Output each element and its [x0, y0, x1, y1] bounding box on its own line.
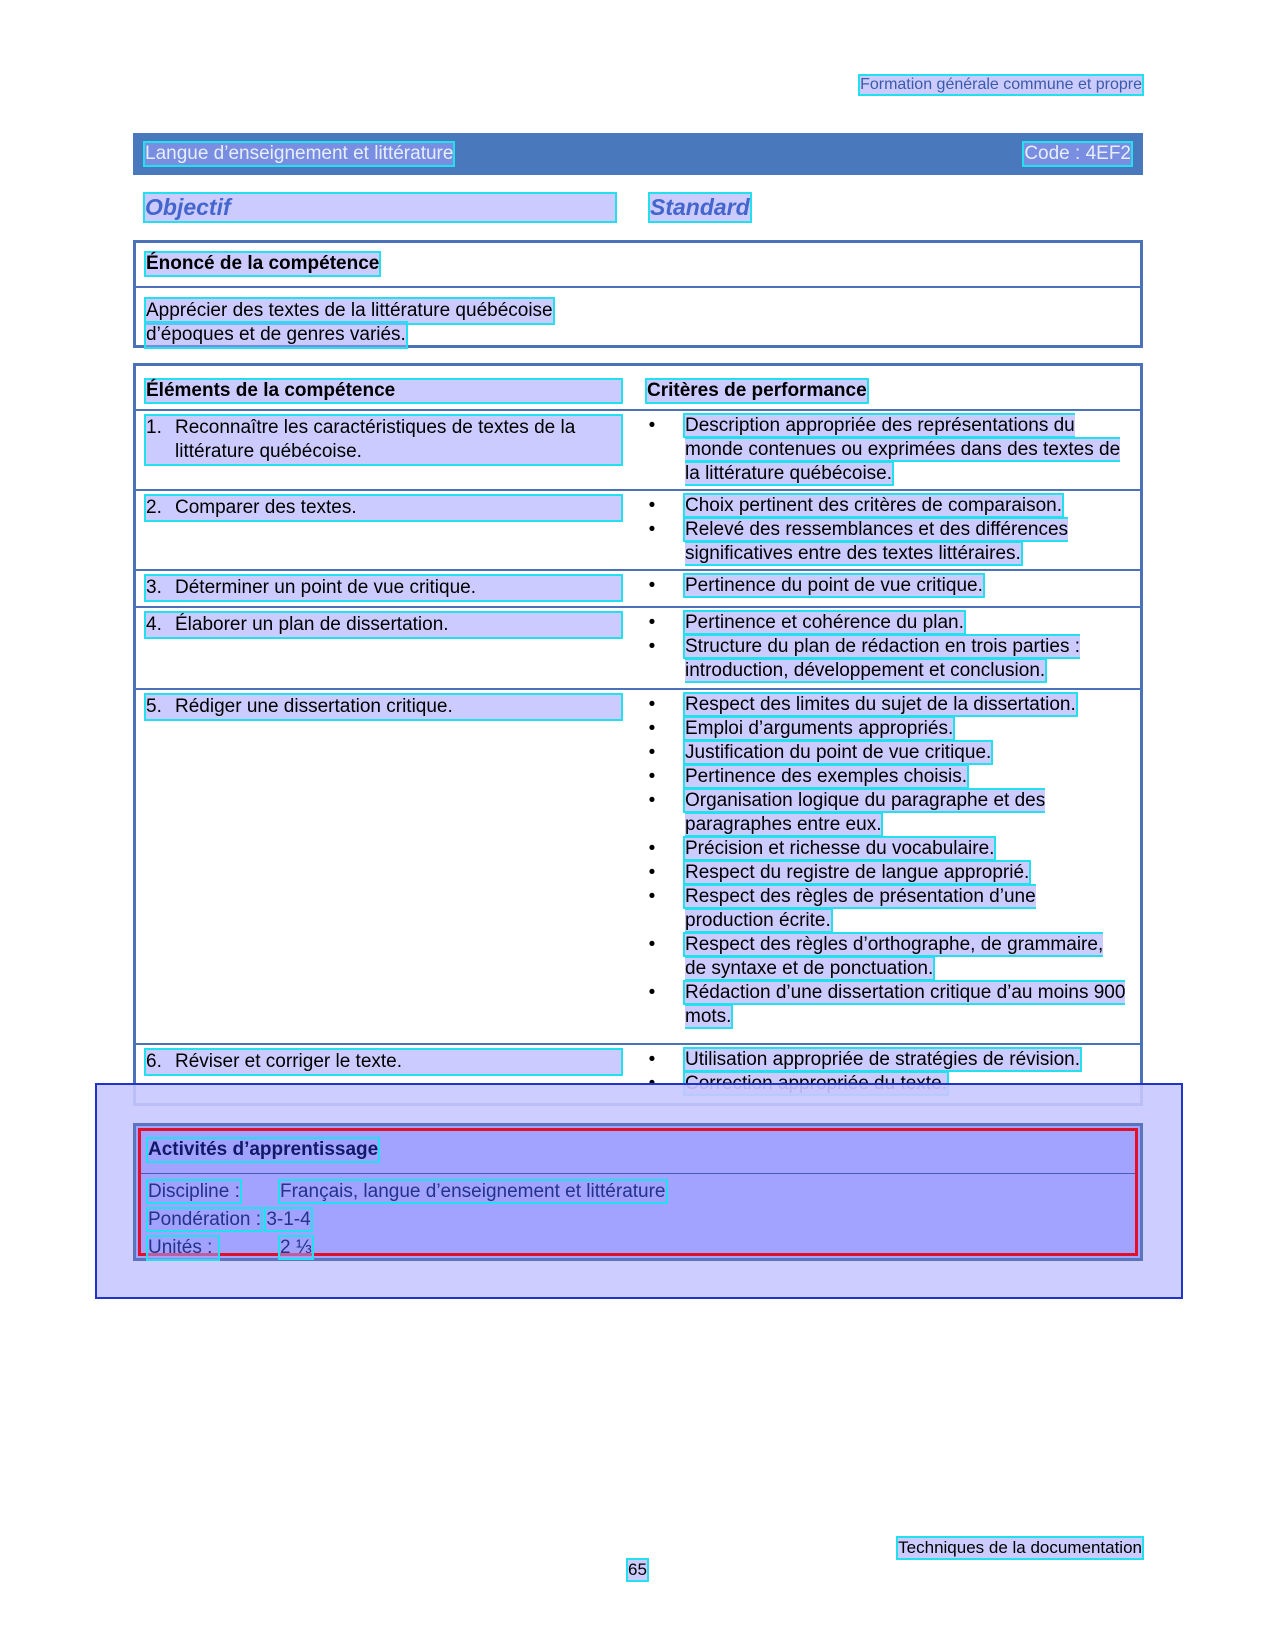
- critere-item: Pertinence et cohérence du plan.: [685, 612, 964, 633]
- element-number: 3.: [146, 577, 162, 598]
- bullet-icon: •: [648, 766, 656, 787]
- course-title: Langue d’enseignement et littérature: [145, 143, 454, 164]
- element-number: 1.: [146, 417, 162, 438]
- element-row-1: [146, 416, 621, 464]
- critere-item: Emploi d’arguments appropriés.: [685, 718, 954, 739]
- bullet-icon: •: [648, 694, 656, 715]
- element-row-4: [146, 613, 621, 637]
- header-note: Formation générale commune et propre: [860, 76, 1142, 93]
- bullet-icon: •: [648, 636, 656, 657]
- bullet-icon: •: [648, 790, 656, 811]
- enonce-line: d’époques et de genres variés.: [146, 324, 406, 345]
- footer-note: Techniques de la documentation: [898, 1538, 1142, 1557]
- bullet-icon: •: [648, 718, 656, 739]
- enonce-line: Apprécier des textes de la littérature québécoise: [146, 300, 553, 321]
- critere-item: Choix pertinent des critères de comparaison.: [685, 495, 1063, 516]
- bullet-icon: •: [648, 862, 656, 883]
- column-header-criteres: Critères de performance: [647, 380, 867, 401]
- course-code: Code : 4EF2: [1024, 143, 1131, 164]
- critere-item: Description appropriée des représentations du monde contenues ou exprimées dans des textes de la littérature québécoise.: [685, 415, 1121, 484]
- critere-item: Précision et richesse du vocabulaire.: [685, 838, 995, 859]
- critere-item: Respect du registre de langue approprié.: [685, 862, 1030, 883]
- activites-highlight-frame: [138, 1128, 1138, 1256]
- course-title-bar: [133, 133, 1143, 175]
- element-row-2: [146, 496, 621, 520]
- bullet-icon: •: [648, 1049, 656, 1070]
- bullet-icon: •: [648, 886, 656, 907]
- unites-row: [148, 1237, 312, 1259]
- enonce-box: [133, 240, 1143, 348]
- ponderation-value: 3-1-4: [266, 1209, 311, 1230]
- critere-item: Respect des règles d’orthographe, de grammaire, de syntaxe et de ponctuation.: [685, 934, 1104, 979]
- criteres-row-4: [647, 611, 1127, 683]
- page-number: 65: [628, 1560, 647, 1579]
- critere-item: Relevé des ressemblances et des différences significatives entre des textes littéraires.: [685, 519, 1069, 564]
- critere-item: Justification du point de vue critique.: [685, 742, 992, 763]
- bullet-icon: •: [648, 612, 656, 633]
- element-text: Déterminer un point de vue critique.: [146, 576, 621, 600]
- discipline-row: [148, 1181, 666, 1203]
- activites-box: [133, 1123, 1143, 1261]
- element-number: 2.: [146, 497, 162, 518]
- criteres-row-2: [647, 494, 1127, 566]
- criteres-row-5: [647, 693, 1127, 1029]
- enonce-text: [146, 299, 553, 347]
- discipline-value: Français, langue d’enseignement et littérature: [280, 1181, 666, 1202]
- competence-table: [133, 363, 1143, 1106]
- element-text: Rédiger une dissertation critique.: [146, 695, 621, 719]
- element-number: 5.: [146, 696, 162, 717]
- element-text: Reconnaître les caractéristiques de textes de la littérature québécoise.: [146, 416, 621, 464]
- element-row-6: [146, 1050, 621, 1074]
- critere-item: Pertinence des exemples choisis.: [685, 766, 967, 787]
- enonce-title: Énoncé de la compétence: [146, 253, 380, 274]
- objectif-label: Objectif: [145, 194, 615, 221]
- critere-item: Rédaction d’une dissertation critique d’au moins 900 mots.: [685, 982, 1126, 1027]
- critere-item: Respect des règles de présentation d’une production écrite.: [685, 886, 1036, 931]
- criteres-row-3: [647, 574, 1127, 598]
- ponderation-label: Pondération :: [148, 1209, 262, 1230]
- standard-label: Standard: [650, 194, 750, 220]
- discipline-label: Discipline :: [148, 1181, 240, 1202]
- unites-label: Unités :: [148, 1237, 218, 1259]
- bullet-icon: •: [648, 982, 656, 1003]
- critere-item: Structure du plan de rédaction en trois parties : introduction, développement et conclusion.: [685, 636, 1081, 681]
- bullet-icon: •: [648, 519, 656, 540]
- bullet-icon: •: [648, 575, 656, 596]
- bullet-icon: •: [648, 415, 656, 436]
- element-text: Réviser et corriger le texte.: [146, 1050, 621, 1074]
- element-text: Comparer des textes.: [146, 496, 621, 520]
- unites-value: 2 ⅓: [280, 1237, 312, 1258]
- element-text: Élaborer un plan de dissertation.: [146, 613, 621, 637]
- bullet-icon: •: [648, 742, 656, 763]
- element-number: 6.: [146, 1051, 162, 1072]
- element-row-5: [146, 695, 621, 719]
- column-header-elements: Éléments de la compétence: [146, 380, 621, 402]
- critere-item: Pertinence du point de vue critique.: [685, 575, 983, 596]
- element-number: 4.: [146, 614, 162, 635]
- critere-item: Utilisation appropriée de stratégies de révision.: [685, 1049, 1080, 1070]
- bullet-icon: •: [648, 495, 656, 516]
- activites-title: Activités d’apprentissage: [148, 1139, 379, 1160]
- bullet-icon: •: [648, 838, 656, 859]
- criteres-row-1: [647, 414, 1127, 486]
- ponderation-row: [148, 1209, 311, 1231]
- critere-item: Respect des limites du sujet de la dissertation.: [685, 694, 1076, 715]
- element-row-3: [146, 576, 621, 600]
- critere-item: Organisation logique du paragraphe et des paragraphes entre eux.: [685, 790, 1046, 835]
- bullet-icon: •: [648, 934, 656, 955]
